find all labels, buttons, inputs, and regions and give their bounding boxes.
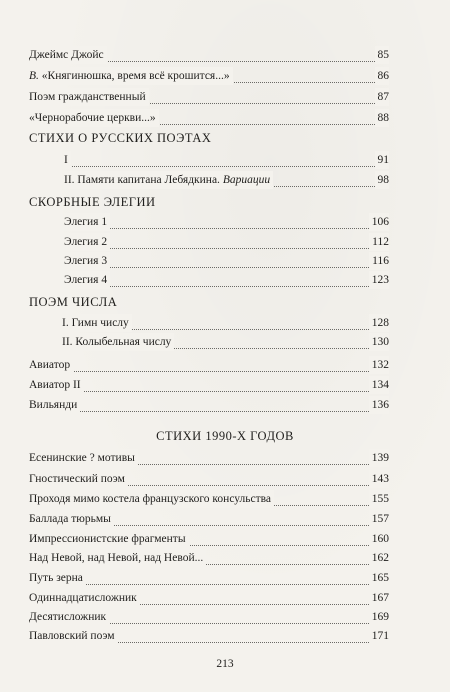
- page-number: 213: [216, 658, 234, 670]
- entry-page: 123: [369, 271, 389, 289]
- entry-page: 169: [369, 608, 389, 626]
- entry-page: 157: [369, 510, 389, 528]
- section-heading: СТИХИ О РУССКИХ ПОЭТАХ: [29, 131, 212, 145]
- entry-title: Джеймс Джойс: [29, 46, 107, 64]
- entry-page: 155: [369, 490, 389, 508]
- entry-title: [29, 67, 233, 85]
- entry-title-italic: В.: [29, 70, 39, 82]
- entry-title: II. Колыбельная числу: [62, 333, 174, 351]
- entry-page: 128: [369, 314, 389, 332]
- dot-leader: [29, 371, 389, 372]
- entry-page: 86: [375, 67, 390, 85]
- dot-leader: [64, 286, 389, 287]
- entry-page: 162: [369, 549, 389, 567]
- entry-title: Десятисложник: [29, 608, 109, 626]
- entry-title: Элегия 1: [64, 213, 110, 231]
- toc-entry: [29, 589, 389, 607]
- toc-entry: [29, 449, 389, 467]
- entry-page: 88: [375, 109, 390, 127]
- entry-title: [64, 171, 273, 189]
- toc-entry: [29, 530, 389, 548]
- toc-entry: [64, 233, 389, 251]
- entry-page: 91: [375, 151, 390, 169]
- entry-page: 167: [369, 589, 389, 607]
- section-heading: ПОЭМ ЧИСЛА: [29, 295, 118, 309]
- toc-entry: [29, 608, 389, 626]
- dot-leader: [64, 228, 389, 229]
- entry-page: 112: [369, 233, 389, 251]
- entry-title-rest: «Княгинюшка, время всё крошится...»: [38, 70, 230, 82]
- toc-entry: [29, 490, 389, 508]
- entry-page: 160: [369, 530, 389, 548]
- entry-title: Элегия 4: [64, 271, 110, 289]
- toc-entry: [62, 333, 389, 351]
- entry-page: 171: [369, 627, 389, 645]
- toc-entry: [29, 569, 389, 587]
- entry-page: 106: [369, 213, 389, 231]
- entry-title-italic: Вариации: [222, 174, 271, 186]
- toc-entry: [29, 46, 389, 64]
- toc-entry: [64, 151, 389, 169]
- entry-title: «Чернорабочие церкви...»: [29, 109, 159, 127]
- entry-page: 136: [369, 396, 389, 414]
- entry-title: Поэм гражданственный: [29, 88, 149, 106]
- entry-title: Авиатор: [29, 356, 73, 374]
- entry-page: 130: [369, 333, 389, 351]
- toc-entry: [29, 109, 389, 127]
- entry-title: Над Невой, над Невой, над Невой...: [29, 549, 206, 567]
- entry-page: 85: [375, 46, 390, 64]
- toc-entry: [64, 271, 389, 289]
- entry-page: 165: [369, 569, 389, 587]
- entry-title: Есенинские ? мотивы: [29, 449, 138, 467]
- toc-entry: [29, 88, 389, 106]
- entry-page: 143: [369, 470, 389, 488]
- entry-title: I. Гимн числу: [62, 314, 132, 332]
- entry-title: Авиатор II: [29, 376, 84, 394]
- entry-title: I: [64, 151, 71, 169]
- entry-title: Павловский поэм: [29, 627, 118, 645]
- toc-entry: [29, 67, 389, 85]
- toc-entry: [64, 213, 389, 231]
- entry-page: 139: [369, 449, 389, 467]
- entry-title: Элегия 2: [64, 233, 110, 251]
- entry-title: Гностический поэм: [29, 470, 128, 488]
- toc-entry: [29, 627, 389, 645]
- toc-entry: [29, 470, 389, 488]
- entry-page: 132: [369, 356, 389, 374]
- entry-title-rest: II. Памяти капитана Лебядкина.: [64, 174, 223, 186]
- section-heading-centered: СТИХИ 1990-Х ГОДОВ: [156, 429, 294, 443]
- entry-title: Проходя мимо костела французского консульства: [29, 490, 274, 508]
- dot-leader: [64, 248, 389, 249]
- toc-entry: [29, 510, 389, 528]
- toc-entry: [29, 549, 389, 567]
- toc-entry: [29, 396, 389, 414]
- entry-page: 116: [369, 252, 389, 270]
- dot-leader: [64, 166, 389, 167]
- entry-title: Путь зерна: [29, 569, 86, 587]
- section-heading: СКОРБНЫЕ ЭЛЕГИИ: [29, 195, 156, 209]
- entry-title: Одиннадцатисложник: [29, 589, 140, 607]
- toc-entry: [29, 376, 389, 394]
- entry-page: 134: [369, 376, 389, 394]
- entry-title: Элегия 3: [64, 252, 110, 270]
- dot-leader: [29, 411, 389, 412]
- toc-entry: [64, 252, 389, 270]
- entry-title: Баллада тюрьмы: [29, 510, 114, 528]
- entry-title: Импрессионистские фрагменты: [29, 530, 189, 548]
- toc-entry: [29, 356, 389, 374]
- toc-entry: [64, 171, 389, 189]
- toc-entry: [62, 314, 389, 332]
- entry-page: 98: [375, 171, 390, 189]
- dot-leader: [64, 267, 389, 268]
- entry-page: 87: [375, 88, 390, 106]
- entry-title: Вильянди: [29, 396, 80, 414]
